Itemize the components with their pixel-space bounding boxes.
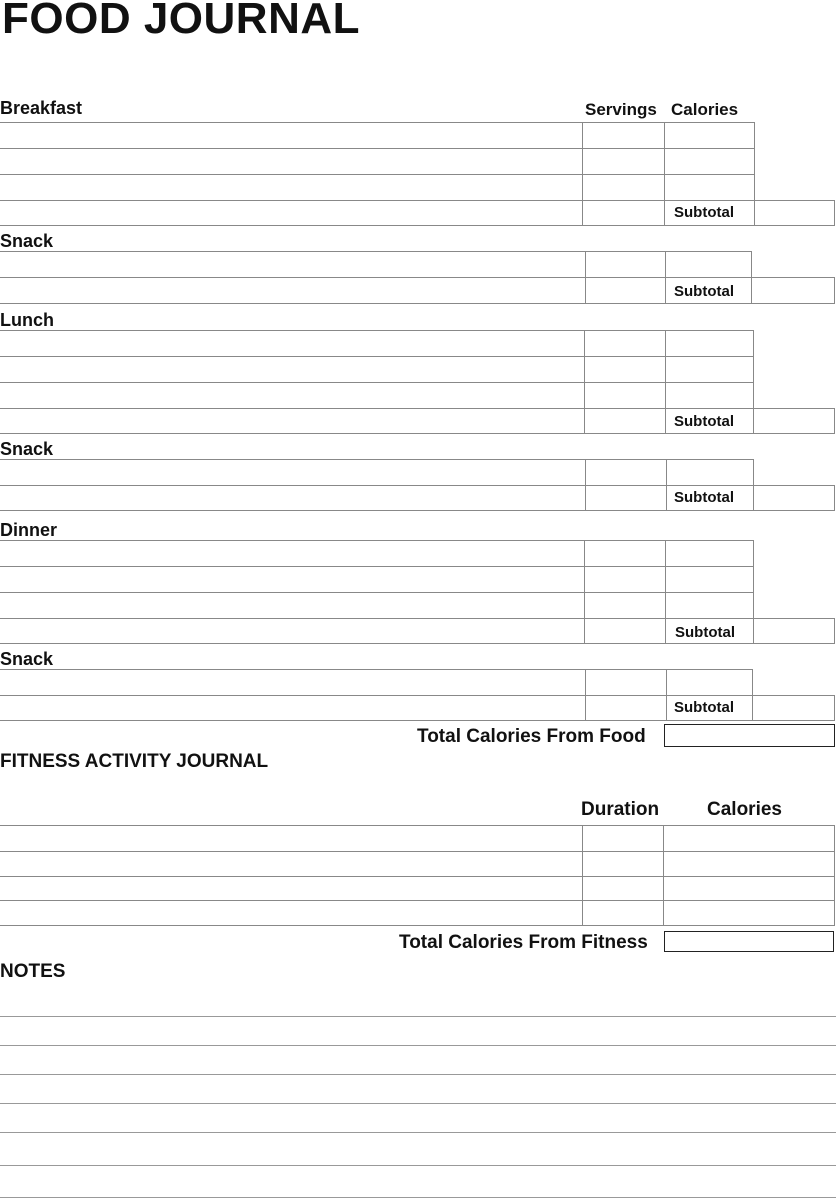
fitness-calories-header: Calories xyxy=(707,799,782,820)
col-line xyxy=(665,251,666,303)
col-line xyxy=(754,122,755,225)
meal-label-snack: Snack xyxy=(0,649,54,669)
row-line xyxy=(0,592,754,593)
col-line xyxy=(834,825,835,925)
col-line xyxy=(664,122,665,225)
row-line xyxy=(0,408,835,409)
row-line xyxy=(0,303,835,304)
col-line xyxy=(834,408,835,433)
subtotal-label: Subtotal xyxy=(674,204,734,221)
row-line xyxy=(0,695,835,696)
row-line xyxy=(0,382,754,383)
total-fitness-field[interactable] xyxy=(664,931,834,952)
servings-header: Servings xyxy=(585,100,657,119)
notes-label: NOTES xyxy=(0,961,66,982)
row-line xyxy=(0,566,754,567)
row-line xyxy=(0,643,835,644)
row-line xyxy=(0,225,835,226)
note-line xyxy=(0,1132,836,1133)
total-fitness-label: Total Calories From Fitness xyxy=(399,932,648,953)
row-line xyxy=(0,876,835,877)
row-line xyxy=(0,330,754,331)
col-line xyxy=(753,330,754,433)
row-line xyxy=(0,200,835,201)
col-line xyxy=(585,669,586,720)
col-line xyxy=(584,330,585,433)
meal-label-snack: Snack xyxy=(0,231,54,251)
row-line xyxy=(0,251,752,252)
col-line xyxy=(663,825,664,925)
col-line xyxy=(666,669,667,720)
total-food-label: Total Calories From Food xyxy=(417,726,646,747)
calories-header: Calories xyxy=(671,100,739,119)
row-line xyxy=(0,433,835,434)
row-line xyxy=(0,540,754,541)
meal-label-lunch: Lunch xyxy=(0,310,54,330)
row-line xyxy=(0,618,835,619)
col-line xyxy=(834,695,835,720)
col-line xyxy=(751,251,752,303)
note-line xyxy=(0,1103,836,1104)
row-line xyxy=(0,510,835,511)
row-line xyxy=(0,825,835,826)
row-line xyxy=(0,485,835,486)
col-line xyxy=(834,618,835,643)
note-line xyxy=(0,1045,836,1046)
total-food-field[interactable] xyxy=(664,724,835,747)
subtotal-label: Subtotal xyxy=(675,624,735,641)
meal-label-snack: Snack xyxy=(0,439,54,459)
note-line xyxy=(0,1074,836,1075)
row-line xyxy=(0,174,755,175)
row-line xyxy=(0,356,754,357)
col-line xyxy=(752,669,753,720)
col-line xyxy=(665,540,666,643)
col-line xyxy=(666,459,667,510)
col-line xyxy=(834,485,835,510)
meal-label-dinner: Dinner xyxy=(0,520,58,540)
col-line xyxy=(753,540,754,643)
row-line xyxy=(0,720,835,721)
col-line xyxy=(585,251,586,303)
row-line xyxy=(0,900,835,901)
note-line xyxy=(0,1165,836,1166)
row-line xyxy=(0,851,835,852)
col-line xyxy=(665,330,666,433)
row-line xyxy=(0,122,755,123)
row-line xyxy=(0,459,754,460)
col-line xyxy=(834,277,835,303)
col-line xyxy=(753,459,754,510)
col-line xyxy=(834,200,835,225)
col-line xyxy=(585,459,586,510)
note-line xyxy=(0,1016,836,1017)
subtotal-label: Subtotal xyxy=(674,489,734,506)
subtotal-label: Subtotal xyxy=(674,699,734,716)
row-line xyxy=(0,277,835,278)
page-title: FOOD JOURNAL xyxy=(2,0,360,43)
meal-label-breakfast: Breakfast xyxy=(0,98,83,118)
row-line xyxy=(0,148,755,149)
duration-header: Duration xyxy=(581,799,660,820)
col-line xyxy=(584,540,585,643)
row-line xyxy=(0,925,835,926)
col-line xyxy=(582,825,583,925)
note-line xyxy=(0,1197,836,1198)
subtotal-label: Subtotal xyxy=(674,283,734,300)
subtotal-label: Subtotal xyxy=(674,413,734,430)
row-line xyxy=(0,669,753,670)
fitness-title: FITNESS ACTIVITY JOURNAL xyxy=(0,751,269,772)
col-line xyxy=(582,122,583,225)
